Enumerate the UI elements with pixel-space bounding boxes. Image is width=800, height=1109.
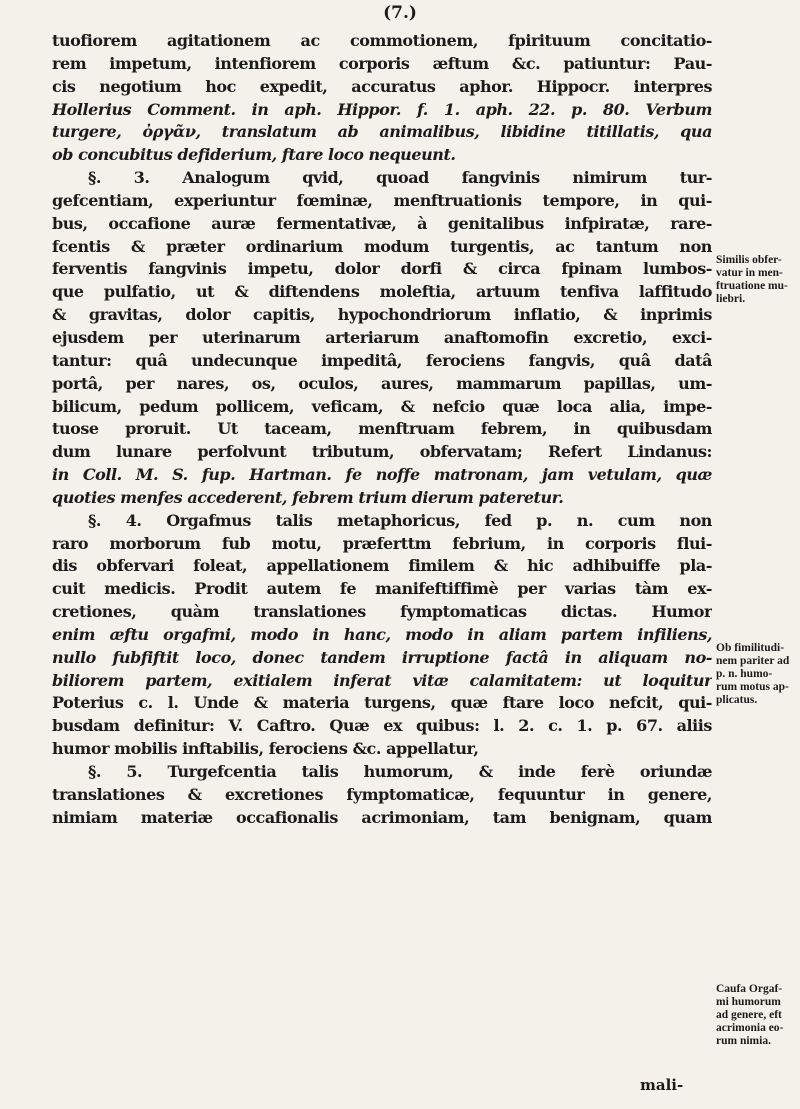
text-line: ob concubitus defiderium, ftare loco nequeunt.: [52, 145, 456, 165]
marginal-note-line: rum motus ap-: [716, 681, 789, 693]
text-line: enim æftu orgafmi, modo in hanc, modo in aliam partem infiliens,: [52, 624, 712, 644]
text-line: & gravitas, dolor capitis, hypochondriorum inflatio, & inprimis: [52, 305, 712, 325]
text-line: Hollerius Comment. in aph. Hippor. f. 1. aph. 22. p. 80. Verbum: [52, 99, 712, 119]
text-line: Poterius c. l. Unde & materia turgens, quæ ftare loco nefcit, qui-: [52, 693, 712, 713]
marginal-note-line: Caufa Orgaf-: [716, 983, 783, 995]
text-line: dum lunare perfolvunt tributum, obfervatam; Refert Lindanus:: [52, 442, 712, 462]
text-line: ejusdem per uterinarum arteriarum anaftomofin excretio, exci-: [52, 327, 712, 347]
text-line: dis obfervari foleat, appellationem fimilem & hic adhibuiffe pla-: [52, 556, 712, 576]
text-line: que pulfatio, ut & diftendens moleftia, artuum tenfiva laffitudo: [52, 282, 712, 302]
text-line: cuit medicis. Prodit autem fe manifeftiffimè per varias tàm ex-: [52, 579, 712, 599]
text-line: turgere, ὀργᾶν, translatum ab animalibus, libidine titillatis, qua: [52, 122, 712, 142]
marginal-note-line: nem pariter ad: [716, 655, 790, 667]
text-line: §. 5. Turgefcentia talis humorum, & inde ferè oriundæ: [88, 762, 712, 781]
text-line: quoties menfes accederent, febrem trium dierum pateretur.: [52, 487, 564, 507]
text-line: fcentis & præter ordinarium modum turgentis, ac tantum non: [52, 236, 712, 256]
text-line: tuofiorem agitationem ac commotionem, fpirituum concitatio-: [52, 31, 712, 50]
marginal-note-line: mi humorum: [716, 996, 781, 1008]
text-line: §. 3. Analogum qvid, quoad fangvinis nimirum tur-: [88, 168, 712, 188]
text-line: tantur: quâ undecunque impeditâ, ferociens fangvis, quâ datâ: [52, 350, 712, 370]
text-line: §. 4. Orgafmus talis metaphoricus, fed p. n. cum non: [88, 510, 712, 530]
marginal-note: [716, 983, 800, 1048]
text-line: raro morborum fub motu, præferttm febrium, in corporis flui-: [52, 533, 712, 553]
text-line: cis negotium hoc expedit, accuratus aphor. Hippocr. interpres: [52, 76, 712, 96]
text-line: tuose proruit. Ut taceam, menftruam febrem, in quibusdam: [52, 419, 712, 439]
text-line: busdam definitur: V. Caftro. Quæ ex quibus: l. 2. c. 1. p. 67. aliis: [52, 716, 712, 736]
main-text-column: [52, 30, 712, 830]
marginal-note-line: rum nimia.: [716, 1035, 771, 1047]
marginal-note-line: ad genere, eft: [716, 1009, 782, 1021]
marginal-note-line: vatur in men-: [716, 267, 783, 279]
catchword: mali-: [640, 1076, 684, 1094]
text-line: nullo fubfiftit loco, donec tandem irruptione factâ in aliquam no-: [52, 647, 712, 667]
page-number: (7.): [383, 3, 417, 23]
marginal-note-line: liebri.: [716, 293, 746, 305]
marginal-note-line: plicatus.: [716, 694, 758, 706]
text-line: bus, occafione auræ fermentativæ, à genitalibus infpiratæ, rare-: [52, 213, 712, 233]
text-line: humor mobilis inftabilis, ferociens &c. appellatur,: [52, 739, 479, 759]
text-line: rem impetum, intenfiorem corporis æftum &c. patiuntur: Pau-: [52, 53, 712, 73]
marginal-note: [716, 254, 800, 306]
text-line: translationes & excretiones fymptomaticæ, fequuntur in genere,: [52, 784, 712, 804]
marginal-note: [716, 642, 800, 707]
text-line: nimiam materiæ occafionalis acrimoniam, tam benignam, quam: [52, 807, 712, 827]
text-line: gefcentiam, experiuntur fœminæ, menftruationis tempore, in qui-: [52, 190, 712, 210]
marginal-note-line: Ob fimilitudi-: [716, 642, 785, 654]
text-line: bilicum, pedum pollicem, veficam, & nefcio quæ loca alia, impe-: [52, 396, 712, 416]
text-line: biliorem partem, exitialem inferat vitæ calamitatem: ut loquitur: [52, 670, 712, 690]
text-line: cretiones, quàm translationes fymptomaticas dictas. Humor: [52, 602, 712, 622]
text-line: portâ, per nares, os, oculos, aures, mammarum papillas, um-: [52, 373, 712, 393]
marginal-note-line: ftruatione mu-: [716, 280, 788, 292]
text-line: ferventis fangvinis impetu, dolor dorfi & circa fpinam lumbos-: [52, 259, 712, 279]
text-line: in Coll. M. S. fup. Hartman. fe noffe matronam, jam vetulam, quæ: [52, 465, 712, 485]
marginal-note-line: p. n. humo-: [716, 668, 773, 680]
marginal-note-line: acrimonia eo-: [716, 1022, 784, 1034]
marginal-note-line: Similis obfer-: [716, 254, 782, 266]
